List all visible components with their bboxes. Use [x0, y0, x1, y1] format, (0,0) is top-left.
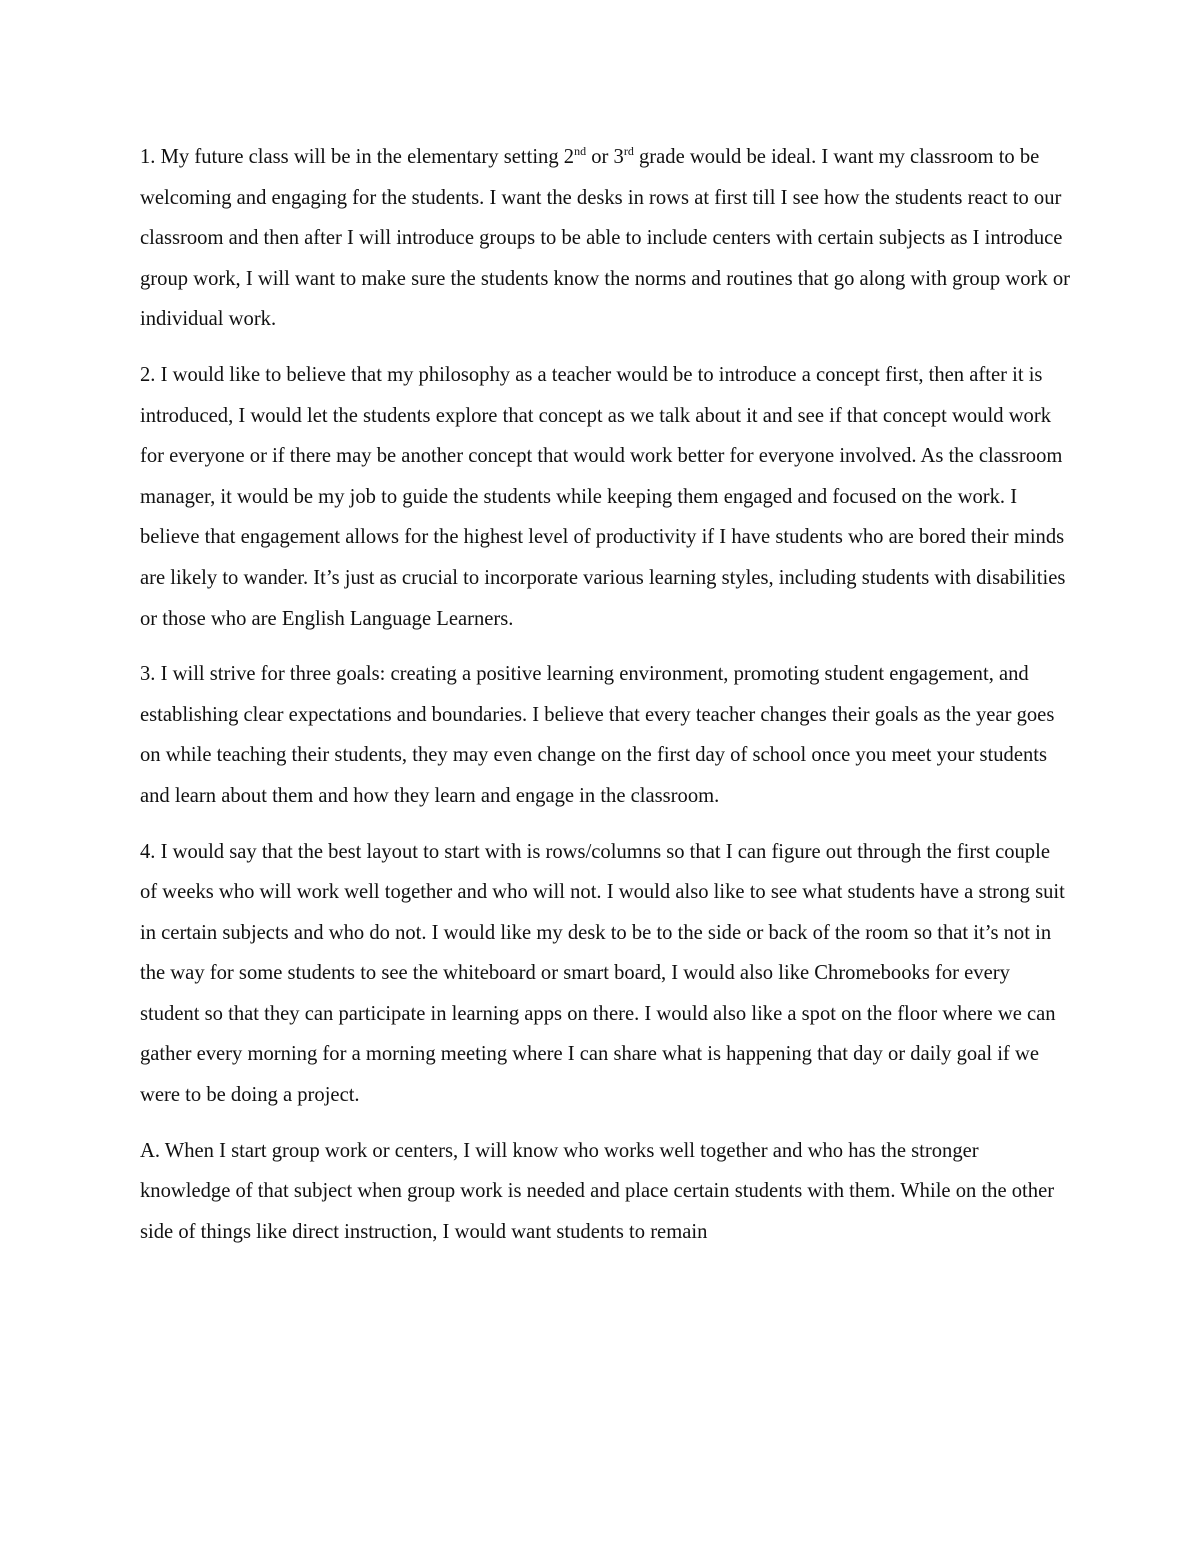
- paragraph-1-text-b: or 3: [586, 146, 624, 168]
- paragraph-3: 3. I will strive for three goals: creating a positive learning environment, promoting student engagement, and establishing clear expectations and boundaries. I believe that every teacher changes their goals as the year goes on while teaching their students, they may even change on the first day of school once you meet your students and learn about them and how they learn and engage in the classroom.: [140, 663, 1055, 807]
- paragraph-1-text-a: 1. My future class will be in the elementary setting 2: [140, 146, 575, 168]
- paragraph-4: 4. I would say that the best layout to start with is rows/columns so that I can figure out through the first couple of weeks who will work well together and who will not. I would also like to see what students have a strong suit in certain subjects and who do not. I would like my desk to be to the side or back of the room so that it’s not in the way for some students to see the whiteboard or smart board, I would also like Chromebooks for every student so that they can participate in learning apps on there. I would also like a spot on the floor where we can gather every morning for a morning meeting where I can share what is happening that day or daily goal if we were to be doing a project.: [140, 840, 1065, 1107]
- superscript-rd: rd: [623, 144, 634, 158]
- superscript-nd: nd: [574, 144, 587, 158]
- paragraph-5: A. When I start group work or centers, I will know who works well together and who has the stronger knowledge of that subject when group work is needed and place certain students with them. While on the other side of things like direct instruction, I would want students to remain: [140, 1139, 1055, 1243]
- paragraph-2: 2. I would like to believe that my philosophy as a teacher would be to introduce a concept first, then after it is introduced, I would let the students explore that concept as we talk about it and see if that concept would work for everyone or if there may be another concept that would work better for everyone involved. As the classroom manager, it would be my job to guide the students while keeping them engaged and focused on the work. I believe that engagement allows for the highest level of productivity if I have students who are bored their minds are likely to wander. It’s just as crucial to incorporate various learning styles, including students with disabilities or those who are English Language Learners.: [140, 363, 1066, 630]
- paragraph-1-text-c: grade would be ideal. I want my classroom to be welcoming and engaging for the students. I want the desks in rows at first till I see how the students react to our classroom and then after I will introduce groups to be able to include centers with certain subjects as I introduce group work, I will want to make sure the students know the norms and routines that go along with group work or individual work.: [140, 146, 1070, 331]
- paragraph-1: [140, 137, 1070, 340]
- document-body: [140, 137, 1070, 1267]
